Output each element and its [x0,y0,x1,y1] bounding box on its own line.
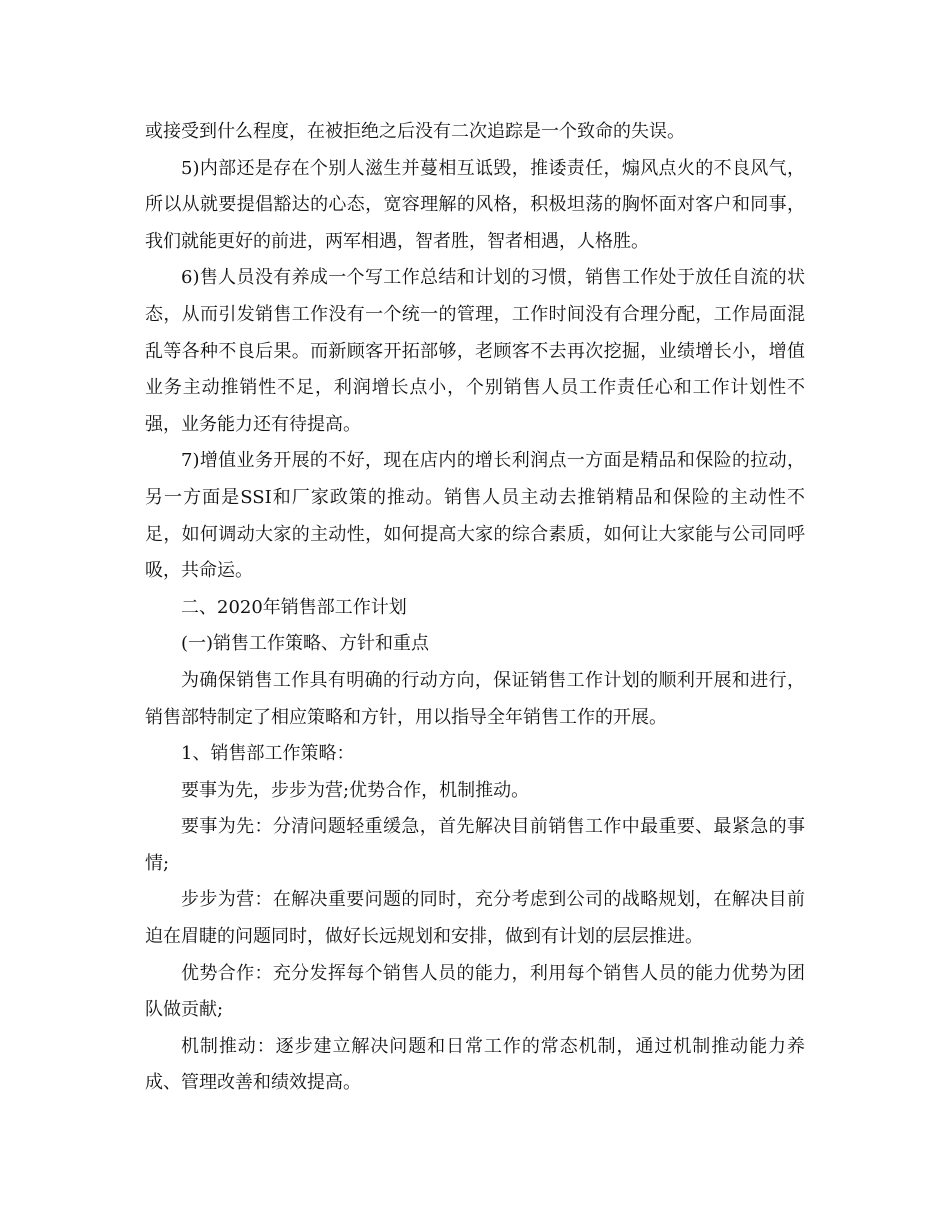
list-heading-strategy: 1、销售部工作策略： [181,743,355,765]
document-body [145,114,805,1102]
paragraph-item-5: 5)内部还是存在个别人滋生并蔓相互诋毁，推诿责任，煽风点火的不良风气，所以从就要提倡豁达的心态，宽容理解的风格，积极坦荡的胸怀面对客户和同事，我们就能更好的前进，两军相遇，智者胜，智者相遇，人格胜。 [145,157,805,252]
paragraph-continuation: 或接受到什么程度，在被拒绝之后没有二次追踪是一个致命的失误。 [145,121,685,142]
paragraph-item-6: 6)售人员没有养成一个写工作总结和计划的习惯，销售工作处于放任自流的状态，从而引发销售工作没有一个统一的管理，工作时间没有合理分配，工作局面混乱等各种不良后果。而新顾客开拓部够，老顾客不去再次挖掘，业绩增长小，增值业务主动推销性不足，利润增长点小，个别销售人员工作责任心和工作计划性不强，业务能力还有待提高。 [145,267,805,435]
section-heading: 二、2020年销售部工作计划 [181,596,407,618]
subsection-heading: (一)销售工作策略、方针和重点 [181,633,430,655]
paragraph-strategy-priority: 要事为先：分清问题轻重缓急，首先解决目前销售工作中最重要、最紧急的事情; [145,816,805,874]
paragraph-strategy-summary: 要事为先，步步为营;优势合作，机制推动。 [181,779,530,801]
paragraph-intro: 为确保销售工作具有明确的行动方向，保证销售工作计划的顺利开展和进行，销售部特制定了相应策略和方针，用以指导全年销售工作的开展。 [145,669,805,728]
paragraph-item-7: 7)增值业务开展的不好，现在店内的增长利润点一方面是精品和保险的拉动，另一方面是SSI和厂家政策的推动。销售人员主动去推销精品和保险的主动性不足，如何调动大家的主动性，如何提高大家的综合素质，如何让大家能与公司同呼吸，共命运。 [145,450,805,582]
paragraph-strategy-cooperation: 优势合作：充分发挥每个销售人员的能力，利用每个销售人员的能力优势为团队做贡献; [145,962,805,1021]
paragraph-strategy-stepwise: 步步为营：在解决重要问题的同时，充分考虑到公司的战略规划，在解决目前迫在眉睫的问题同时，做好长远规划和安排，做到有计划的层层推进。 [145,889,805,948]
paragraph-strategy-mechanism: 机制推动：逐步建立解决问题和日常工作的常态机制，通过机制推动能力养成、管理改善和绩效提高。 [145,1035,805,1094]
